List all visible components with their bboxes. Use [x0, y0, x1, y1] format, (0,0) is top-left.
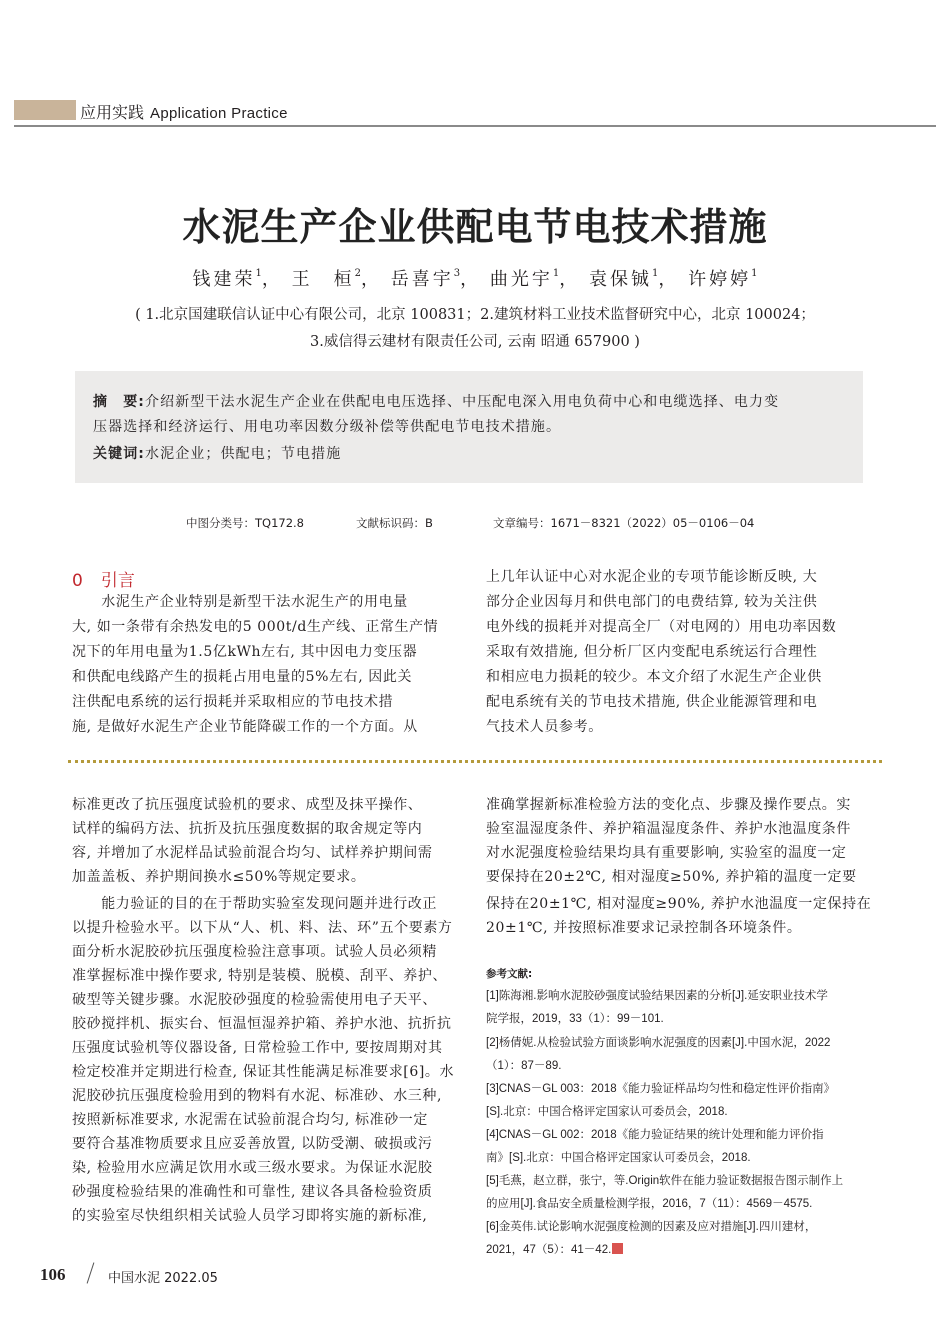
body-line: 保持在20±1℃, 相对湿度≥90%, 养护水池温度一定保持在 [486, 896, 872, 912]
reference-line: （1）：87－89. [486, 1060, 562, 1072]
keywords-line [93, 443, 341, 463]
body-line: 注供配电系统的运行损耗并采取相应的节电技术措 [72, 694, 394, 710]
end-mark-icon [612, 1243, 623, 1254]
author-affiliation-mark: 1 [552, 268, 560, 279]
author: 许婷婷 [688, 269, 752, 290]
body-line: 要符合基准物质要求且应妥善放置, 以防受潮、破损或污 [72, 1136, 433, 1152]
author: 岳喜宇 [390, 269, 454, 290]
body-line: 水泥生产企业特别是新型干法水泥生产的用电量 [72, 594, 408, 610]
body-line: 电外线的损耗并对提高全厂（对电网的）用电功率因数 [486, 619, 837, 635]
body-line: 施, 是做好水泥生产企业节能降碳工作的一个方面。从 [72, 719, 418, 735]
body-line: 的实验室尽快组织相关试验人员学习即将实施的新标准, [72, 1208, 428, 1224]
reference-text: 2021，47（5）：41－42. [486, 1244, 612, 1256]
body-line: 试样的编码方法、抗折及抗压强度数据的取舍规定等内 [72, 821, 423, 837]
author-affiliation-mark: 3 [453, 268, 461, 279]
body-line: 况下的年用电量为1.5亿kWh左右, 其中因电力变压器 [72, 644, 418, 660]
article-number: 文章编号：1671－8321（2022）05－0106－04 [493, 516, 755, 530]
body-line: 泥胶砂抗压强度检验用到的物料有水泥、标准砂、水三种, [72, 1088, 443, 1104]
reference-line: [4]CNAS－GL 002：2018《能力验证结果的统计处理和能力评价指 [486, 1129, 824, 1141]
author-affiliation-mark: 1 [255, 268, 262, 279]
keywords-text: 水泥企业；供配电；节电措施 [145, 446, 342, 462]
affiliation-line: 3.威信得云建材有限责任公司, 云南 昭通 657900 ) [310, 334, 640, 350]
reference-line: 南》[S].北京：中国合格评定国家认可委员会，2018. [486, 1152, 751, 1164]
reference-line: 院学报，2019，33（1）：99－101. [486, 1013, 664, 1025]
body-line: 以提升检验水平。以下从“人、机、料、法、环”五个要素方 [72, 920, 453, 936]
body-line: 破型等关键步骤。水泥胶砂强度的检验需使用电子天平、 [72, 992, 437, 1008]
references-title: 参考文献: [486, 968, 533, 980]
page-number: 106 [40, 1265, 66, 1284]
section-color-bar [14, 100, 76, 120]
keywords-label: 关键词: [93, 446, 145, 462]
body-line: 标准更改了抗压强度试验机的要求、成型及抹平操作、 [72, 797, 423, 813]
body-line: 上几年认证中心对水泥企业的专项节能诊断反映, 大 [486, 569, 818, 585]
abstract-line: 压器选择和经济运行、用电功率因数分级补偿等供配电节电技术措施。 [93, 419, 562, 435]
author: 袁保铖 [588, 269, 652, 290]
body-line: 胶砂搅拌机、振实台、恒温恒湿养护箱、养护水池、抗折抗 [72, 1016, 452, 1032]
reference-line-last [486, 1241, 623, 1257]
reference-line: [2]杨倩妮.从检验试验方面谈影响水泥强度的因素[J].中国水泥，2022 [486, 1037, 831, 1049]
reference-line: [5]毛燕，赵立群，张宁，等.Origin软件在能力验证数据报告图示制作上 [486, 1175, 844, 1187]
author-affiliation-mark: 1 [651, 268, 659, 279]
reference-line: [6]金英伟.试论影响水泥强度检测的因素及应对措施[J].四川建材， [486, 1221, 817, 1233]
body-line: 砂强度检验结果的准确性和可靠性, 建议各具备检验资质 [72, 1184, 433, 1200]
body-line: 准确掌握新标准检验方法的变化点、步骤及操作要点。实 [486, 797, 851, 813]
author: 曲光宇 [489, 269, 553, 290]
section-label-en: Application Practice [150, 105, 288, 122]
author: 钱建荣 [192, 269, 256, 290]
body-line: 要保持在20±2℃, 相对湿度≥50%, 养护箱的温度一定要 [486, 869, 857, 885]
body-line: 配电系统有关的节电技术措施, 供企业能源管理和电 [486, 694, 818, 710]
intro-heading-text: 引言 [100, 571, 135, 591]
body-line: 染, 检验用水应满足饮用水或三级水要求。为保证水泥胶 [72, 1160, 433, 1176]
section-label-zh: 应用实践 [80, 103, 145, 122]
author-affiliation-mark: 1 [751, 268, 758, 279]
body-line: 准掌握标准中操作要求, 特别是装模、脱模、刮平、养护、 [72, 968, 448, 984]
article-title: 水泥生产企业供配电节电技术措施 [182, 205, 768, 249]
body-line: 验室温湿度条件、养护箱温湿度条件、养护水池温度条件 [486, 821, 851, 837]
body-line: 和相应电力损耗的较少。本文介绍了水泥生产企业供 [486, 669, 822, 685]
body-line: 部分企业因每月和供电部门的电费结算, 较为关注供 [486, 594, 818, 610]
intro-heading [72, 566, 135, 591]
body-line: 20±1℃, 并按照标准要求记录控制各环境条件。 [486, 920, 802, 936]
body-line: 检定校准并定期进行检查, 保证其性能满足标准要求[6]。水 [72, 1064, 455, 1080]
intro-heading-number: 0 [72, 571, 83, 591]
body-line: 大, 如一条带有余热发电的5 000t/d生产线、正常生产情 [72, 619, 439, 635]
footer-slash [87, 1262, 95, 1283]
reference-line: [3]CNAS－GL 003：2018《能力验证样品均匀性和稳定性评价指南》 [486, 1083, 836, 1095]
body-line: 和供配电线路产生的损耗占用电量的5%左右, 因此关 [72, 669, 413, 685]
body-line: 对水泥强度检验结果均具有重要影响, 实验室的温度一定 [486, 845, 847, 861]
section-label [80, 100, 288, 123]
reference-line: [1]陈海湘.影响水泥胶砂强度试验结果因素的分析[J].延安职业技术学 [486, 990, 828, 1002]
abstract-label: 摘 要: [93, 394, 145, 410]
dotted-separator [68, 760, 882, 763]
reference-line: [S].北京：中国合格评定国家认可委员会，2018. [486, 1106, 728, 1118]
reference-line: 的应用[J].食品安全质量检测学报，2016，7（11）：4569－4575. [486, 1198, 813, 1210]
author-affiliation-mark: 2 [354, 268, 362, 279]
document-code: 文献标识码：B [356, 516, 433, 530]
body-line: 压强度试验机等仪器设备, 日常检验工作中, 要按周期对其 [72, 1040, 443, 1056]
body-line: 按照新标准要求, 水泥需在试验前混合均匀, 标准砂一定 [72, 1112, 428, 1128]
clc-number: 中图分类号：TQ172.8 [186, 516, 304, 530]
body-line: 能力验证的目的在于帮助实验室发现问题并进行改正 [72, 896, 437, 912]
body-line: 加盖盖板、养护期间换水≤50%等规定要求。 [72, 869, 366, 885]
journal-issue: 中国水泥 2022.05 [108, 1271, 218, 1286]
body-line: 采取有效措施, 但分析厂区内变配电系统运行合理性 [486, 644, 818, 660]
author: 王 桓 [291, 269, 355, 290]
abstract-line [93, 391, 779, 411]
body-line: 气技术人员参考。 [486, 719, 603, 735]
body-line: 容, 并增加了水泥样品试验前混合均匀、试样养护期间需 [72, 845, 433, 861]
affiliation-line: ( 1.北京国建联信认证中心有限公司，北京 100831；2.建筑材料工业技术监督研究中心，北京 100024； [135, 307, 815, 323]
abstract-text: 介绍新型干法水泥生产企业在供配电电压选择、中压配电深入用电负荷中心和电缆选择、电力变 [145, 394, 780, 410]
author-list: 钱建荣$^1$， 王 桓$^2$， 岳喜宇$^3$， 曲光宇$^1$， 袁保铖$^1$， 许婷婷$^1$ [192, 268, 758, 290]
header-rule [14, 125, 936, 127]
body-line: 面分析水泥胶砂抗压强度检验注意事项。试验人员必须精 [72, 944, 437, 960]
